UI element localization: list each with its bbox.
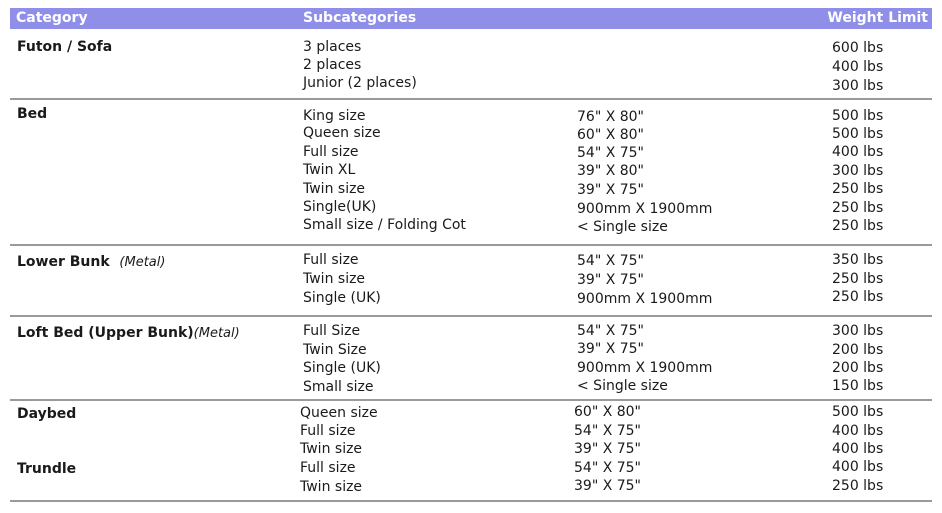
weight-limit: 300 lbs [832,78,884,94]
size: 39" X 75" [574,441,641,457]
size: 900mm X 1900mm [577,201,713,217]
weight-limit: 350 lbs [832,252,884,268]
size: 900mm X 1900mm [577,291,713,307]
size: 54" X 75" [574,460,641,476]
weight-limit: 500 lbs [832,108,884,124]
subcategory: Single(UK) [303,199,377,215]
subcategory: King size [303,108,366,124]
weight-limit: 300 lbs [832,323,884,339]
weight-limit: 250 lbs [832,289,884,305]
size: 54" X 75" [577,253,644,269]
subcategory: Queen size [303,125,381,141]
subcategory: 2 places [303,57,362,73]
weight-limit: 500 lbs [832,126,884,142]
subcategory: Full size [300,460,356,476]
subcategory: Queen size [300,405,378,421]
weight-limit: 250 lbs [832,181,884,197]
weight-limit: 400 lbs [832,423,884,439]
header-subcategories: Subcategories [303,10,417,26]
subcategory: Junior (2 places) [303,75,417,91]
section-divider [10,98,932,100]
category-daybed: Daybed [17,406,77,422]
material-note: (Metal) [193,326,240,341]
subcategory: Small size / Folding Cot [303,217,466,233]
subcategory: Twin Size [303,342,367,358]
weight-limit: 500 lbs [832,404,884,420]
size: 39" X 80" [577,163,644,179]
size: < Single size [577,378,668,394]
table-header [10,8,932,29]
weight-limit: 400 lbs [832,441,884,457]
weight-limit: 150 lbs [832,378,884,394]
subcategory: Twin size [300,441,363,457]
size: 39" X 75" [577,272,644,288]
size: 54" X 75" [574,423,641,439]
weight-limit: 250 lbs [832,478,884,494]
subcategory: Twin size [303,181,366,197]
subcategory: Single (UK) [303,290,381,306]
size: 54" X 75" [577,323,644,339]
subcategory: Full size [303,144,359,160]
subcategory: Twin size [303,271,366,287]
size: 39" X 75" [577,182,644,198]
size: 39" X 75" [574,478,641,494]
size: 60" X 80" [574,404,641,420]
weight-limit: 200 lbs [832,360,884,376]
size: < Single size [577,219,668,235]
subcategory: Single (UK) [303,360,381,376]
weight-limit: 600 lbs [832,40,884,56]
size: 54" X 75" [577,145,644,161]
size: 39" X 75" [577,341,644,357]
subcategory: 3 places [303,39,362,55]
category-bed: Bed [17,106,48,122]
weight-limit: 400 lbs [832,459,884,475]
subcategory: Small size [303,379,374,395]
weight-limit: 400 lbs [832,144,884,160]
category-trundle: Trundle [17,461,77,477]
weight-limit: 200 lbs [832,342,884,358]
size: 76" X 80" [577,109,644,125]
header-category: Category [16,10,88,26]
category-lower-bunk: Lower Bunk (Metal) [17,254,166,270]
section-divider [10,244,932,246]
weight-limit: 400 lbs [832,59,884,75]
subcategory: Full Size [303,323,361,339]
size: 900mm X 1900mm [577,360,713,376]
weight-limit: 250 lbs [832,218,884,234]
header-weight-limit: Weight Limit [827,10,928,26]
subcategory: Full size [300,423,356,439]
weight-limit: 250 lbs [832,271,884,287]
section-divider [10,500,932,502]
section-divider [10,315,932,317]
section-divider [10,399,932,401]
category-futon-sofa: Futon / Sofa [17,39,113,55]
size: 60" X 80" [577,127,644,143]
weight-limit: 300 lbs [832,163,884,179]
subcategory: Twin size [300,479,363,495]
category-loft-bed: Loft Bed (Upper Bunk)(Metal) [17,325,240,341]
subcategory: Full size [303,252,359,268]
weight-limit: 250 lbs [832,200,884,216]
subcategory: Twin XL [303,162,356,178]
material-note: (Metal) [119,255,166,270]
